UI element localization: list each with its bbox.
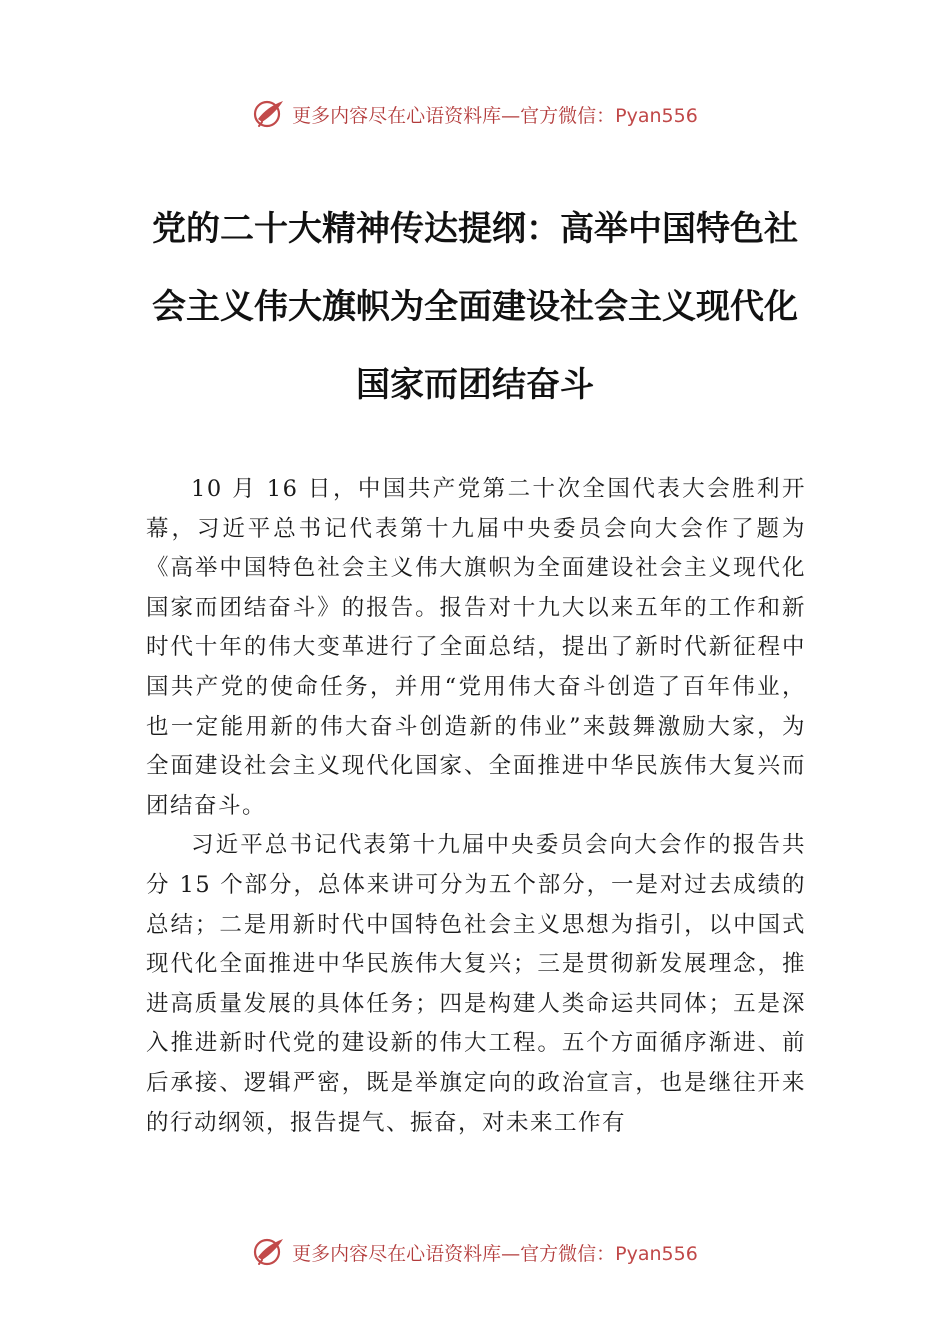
document-title: 党的二十大精神传达提纲：高举中国特色社会主义伟大旗帜为全面建设社会主义现代化国家而团结奋斗 [152,209,798,405]
footer-banner [0,1232,950,1272]
document-body [146,470,806,1143]
banner-label: 更多内容尽在心语资料库—官方微信： [292,1242,616,1265]
banner-label: 更多内容尽在心语资料库—官方微信： [292,104,616,127]
wechat-id: Pyan556 [615,1242,698,1265]
paragraph: 习近平总书记代表第十九届中央委员会向大会作的报告共分 15 个部分，总体来讲可分为五个部分，一是对过去成绩的总结；二是用新时代中国特色社会主义思想为指引，以中国式现代化全面推进中华民族伟大复兴；三是贯彻新发展理念，推进高质量发展的具体任务；四是构建人类命运共同体；五是深入推进新时代党的建设新的伟大工程。五个方面循序渐进、前后承接、逻辑严密，既是举旗定向的政治宣言，也是继往开来的行动纲领，报告提气、振奋，对未来工作有 [146,832,806,1136]
banner-text [292,1239,698,1266]
quill-pen-logo-icon [252,97,286,131]
paragraph: 10 月 16 日，中国共产党第二十次全国代表大会胜利开幕，习近平总书记代表第十九届中央委员会向大会作了题为《高举中国特色社会主义伟大旗帜为全面建设社会主义现代化国家而团结奋斗》的报告。报告对十九大以来五年的工作和新时代十年的伟大变革进行了全面总结，提出了新时代新征程中国共产党的使命任务，并用“党用伟大奋斗创造了百年伟业，也一定能用新的伟大奋斗创造新的伟业”来鼓舞激励大家，为全面建设社会主义现代化国家、全面推进中华民族伟大复兴而团结奋斗。 [146,476,806,819]
banner-text [292,101,698,128]
quill-pen-logo-icon [252,1235,286,1269]
header-banner [0,94,950,134]
wechat-id: Pyan556 [615,104,698,127]
